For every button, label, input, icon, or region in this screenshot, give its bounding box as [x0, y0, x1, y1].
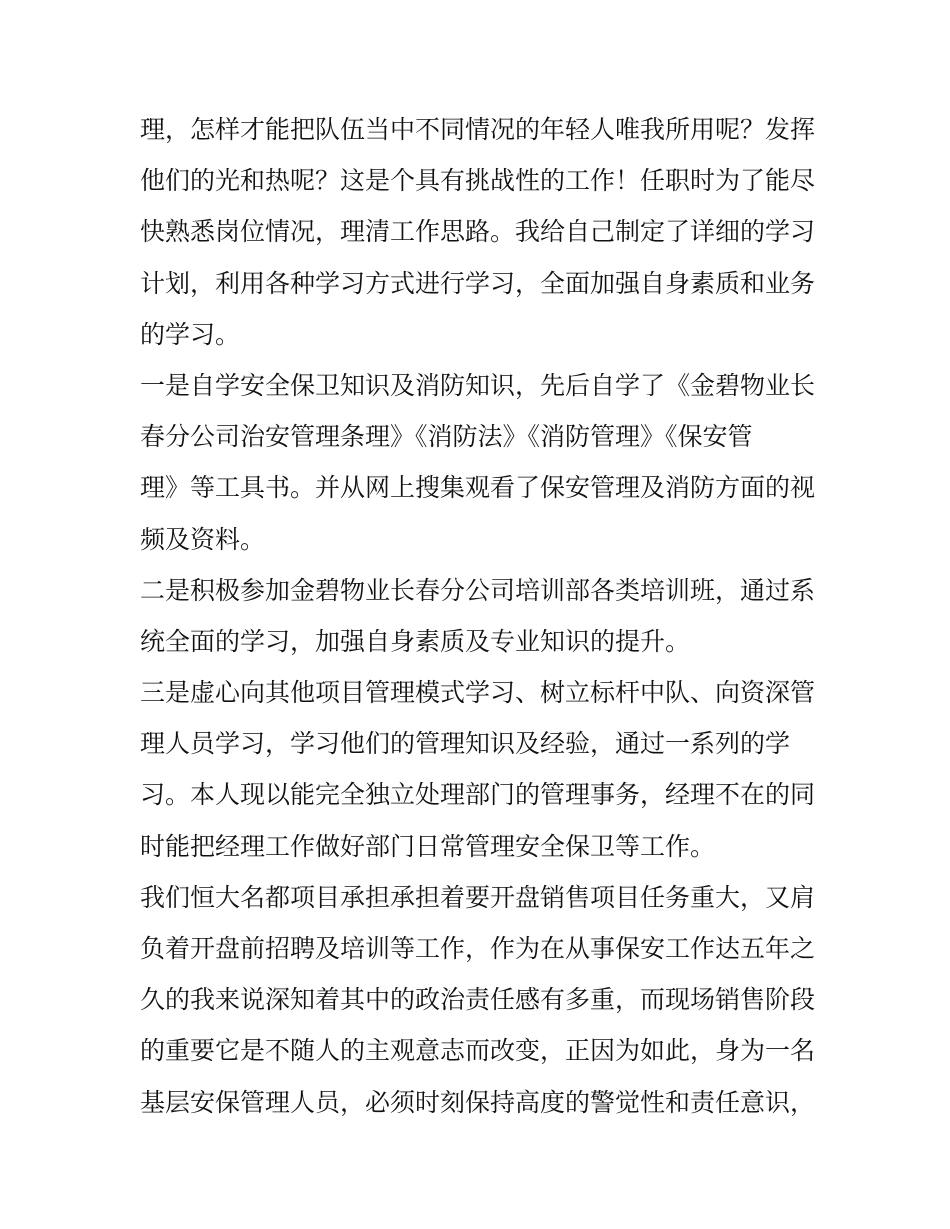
- text-line: 他们的光和热呢？这是个具有挑战性的工作！任职时为了能尽: [140, 166, 816, 196]
- text-line: 时能把经理工作做好部门日常管理安全保卫等工作。: [140, 831, 716, 861]
- text-line: 二是积极参加金碧物业长春分公司培训部各类培训班，通过系: [140, 575, 816, 605]
- text-line: 基层安保管理人员，必须时刻保持高度的警觉性和责任意识，: [140, 1087, 816, 1117]
- text-line: 久的我来说深知着其中的政治责任感有多重，而现场销售阶段: [140, 985, 816, 1015]
- text-line: 理，怎样才能把队伍当中不同情况的年轻人唯我所用呢？发挥: [140, 115, 816, 144]
- text-line: 统全面的学习，加强自身素质及专业知识的提升。: [140, 626, 691, 656]
- text-line: 快熟悉岗位情况，理清工作思路。我给自己制定了详细的学习: [140, 217, 816, 247]
- text-line: 的重要它是不随人的主观意志而改变，正因为如此，身为一名: [140, 1036, 816, 1066]
- text-line: 习。本人现以能完全独立处理部门的管理事务，经理不在的同: [140, 780, 816, 810]
- text-line: 我们恒大名都项目承担承担着要开盘销售项目任务重大，又肩: [140, 882, 816, 912]
- document-body: [140, 104, 816, 1128]
- text-line: 春分公司治安管理条理》《消防法》《消防管理》《保安管: [140, 422, 753, 452]
- text-line: 理人员学习，学习他们的管理知识及经验，通过一系列的学: [140, 729, 791, 759]
- text-line: 计划，利用各种学习方式进行学习，全面加强自身素质和业务: [140, 268, 816, 298]
- text-line: 三是虚心向其他项目管理模式学习、树立标杆中队、向资深管: [140, 678, 816, 708]
- text-line: 理》等工具书。并从网上搜集观看了保安管理及消防方面的视: [140, 473, 816, 503]
- text-line: 一是自学安全保卫知识及消防知识，先后自学了《金碧物业长: [140, 370, 816, 400]
- text-line: 负着开盘前招聘及培训等工作，作为在从事保安工作达五年之: [140, 934, 816, 963]
- text-line: 的学习。: [140, 319, 241, 349]
- text-line: 频及资料。: [140, 524, 266, 554]
